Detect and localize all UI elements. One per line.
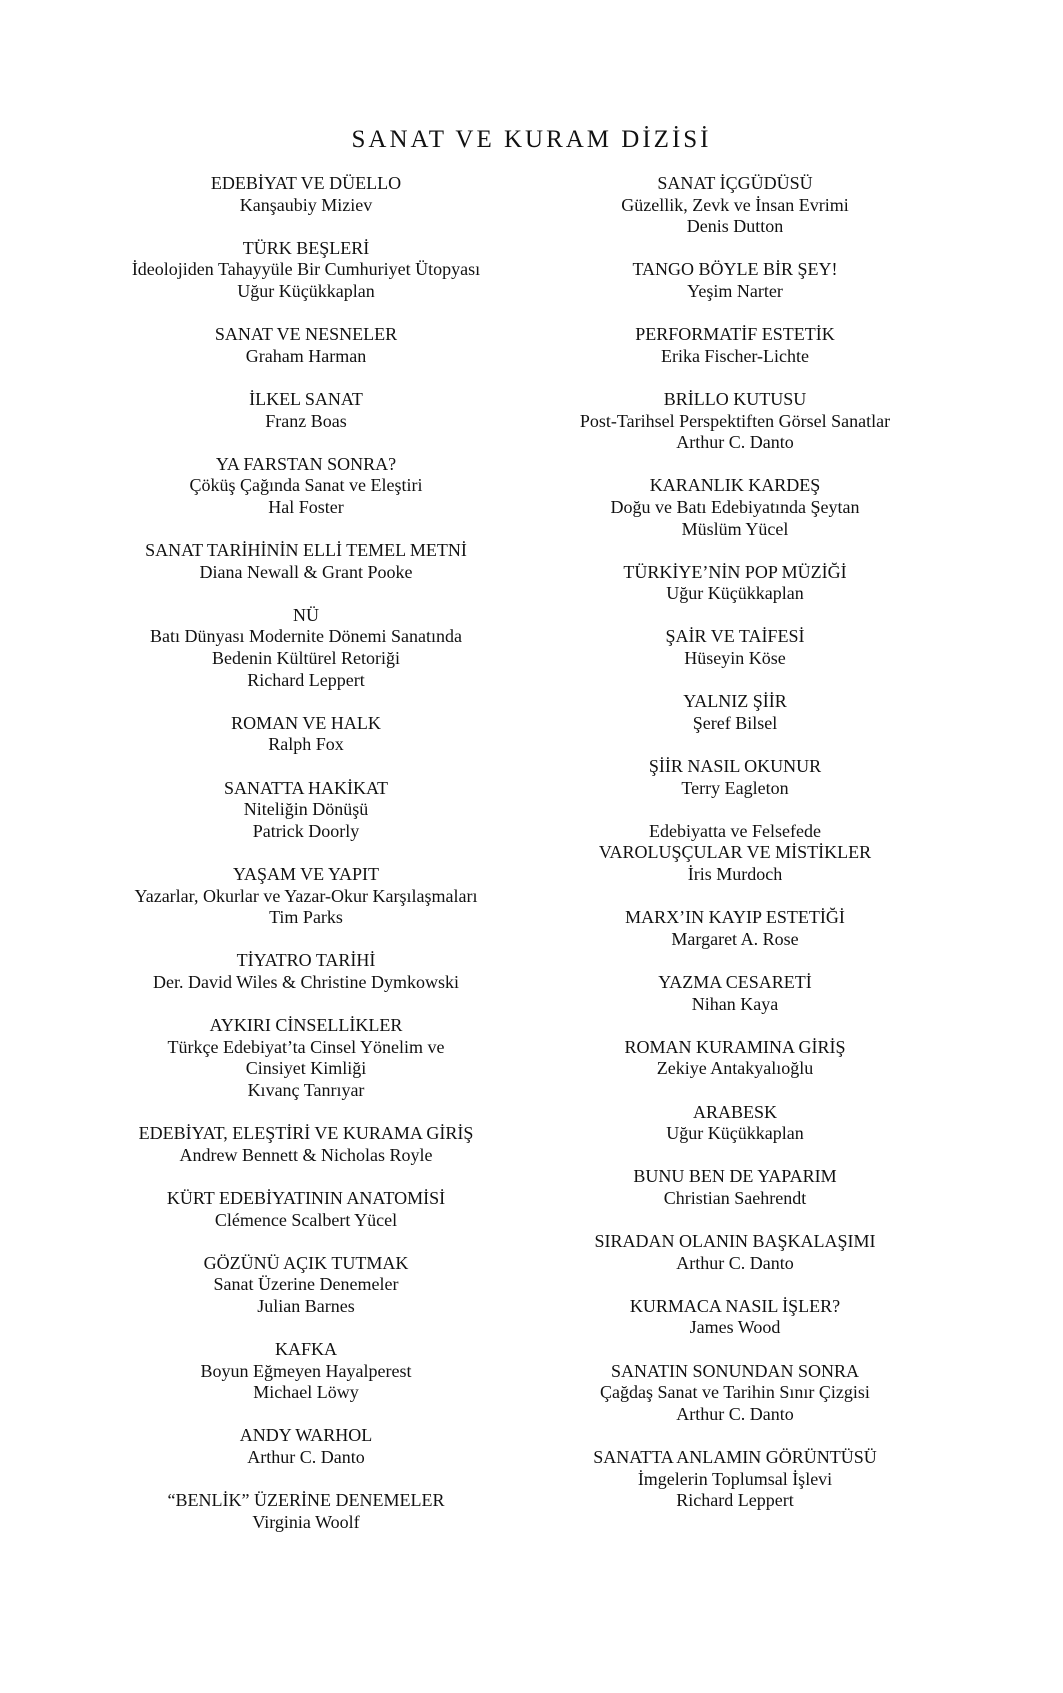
- book-subtitle: Yazarlar, Okurlar ve Yazar-Okur Karşılaşmaları: [134, 885, 478, 906]
- book-author: Nihan Kaya: [691, 993, 779, 1014]
- book-title: KURMACA NASIL İŞLER?: [629, 1295, 841, 1316]
- book-entry: [520, 1296, 950, 1339]
- book-author: Terry Eagleton: [681, 777, 789, 798]
- book-entry: [96, 950, 516, 993]
- book-author: Patrick Doorly: [252, 820, 360, 841]
- book-title: SANATTA ANLAMIN GÖRÜNTÜSÜ: [593, 1447, 877, 1468]
- book-entry: [520, 626, 950, 669]
- book-author: Michael Löwy: [253, 1382, 359, 1403]
- book-author: Denis Dutton: [686, 216, 784, 237]
- book-author: Julian Barnes: [257, 1295, 355, 1316]
- book-author: Margaret A. Rose: [671, 928, 799, 949]
- book-entry: [96, 1490, 516, 1533]
- book-entry: [96, 713, 516, 756]
- book-author: Andrew Bennett & Nicholas Royle: [179, 1144, 433, 1165]
- book-subtitle: Türkçe Edebiyat’ta Cinsel Yönelim ve: [167, 1036, 445, 1057]
- book-title: BRİLLO KUTUSU: [663, 388, 807, 409]
- book-entry: [520, 756, 950, 799]
- book-title: EDEBİYAT, ELEŞTİRİ VE KURAMA GİRİŞ: [138, 1123, 474, 1144]
- book-author: Uğur Küçükkaplan: [237, 280, 375, 301]
- book-title: Edebiyatta ve Felsefede: [649, 820, 821, 841]
- book-author: Richard Leppert: [676, 1490, 794, 1511]
- book-subtitle: Çağdaş Sanat ve Tarihin Sınır Çizgisi: [600, 1382, 870, 1403]
- book-title: TÜRK BEŞLERİ: [242, 237, 370, 258]
- book-author: Uğur Küçükkaplan: [666, 583, 804, 604]
- book-entry: [96, 864, 516, 929]
- book-title: KAFKA: [274, 1339, 337, 1360]
- book-entry: [96, 173, 516, 216]
- book-subtitle: İdeolojiden Tahayyüle Bir Cumhuriyet Ütopyası: [131, 259, 481, 280]
- book-author: Graham Harman: [245, 345, 367, 366]
- book-title: PERFORMATİF ESTETİK: [635, 324, 835, 345]
- left-book-column: [96, 173, 516, 1555]
- book-subtitle: Sanat Üzerine Denemeler: [213, 1274, 399, 1295]
- book-title: YAŞAM VE YAPIT: [232, 864, 380, 884]
- book-title: ANDY WARHOL: [239, 1425, 373, 1446]
- book-entry: [520, 475, 950, 540]
- book-title: YAZMA CESARETİ: [658, 971, 812, 992]
- book-entry: [520, 1102, 950, 1145]
- book-author: Richard Leppert: [247, 669, 365, 690]
- book-author: Şeref Bilsel: [692, 712, 778, 733]
- book-subtitle: Çöküş Çağında Sanat ve Eleştiri: [189, 475, 423, 496]
- book-entry: [96, 1188, 516, 1231]
- book-author: Christian Saehrendt: [663, 1187, 807, 1208]
- book-author: Zekiye Antakyalıoğlu: [656, 1058, 814, 1079]
- book-subtitle: Bedenin Kültürel Retoriği: [212, 648, 400, 669]
- book-entry: [520, 1166, 950, 1209]
- right-book-column: [520, 173, 950, 1533]
- book-title: “BENLİK” ÜZERİNE DENEMELER: [167, 1490, 445, 1511]
- book-entry: [520, 1231, 950, 1274]
- book-title: SANAT VE NESNELER: [214, 324, 398, 345]
- book-entry: [520, 562, 950, 605]
- book-title: SANAT TARİHİNİN ELLİ TEMEL METNİ: [145, 540, 467, 561]
- book-entry: [96, 605, 516, 691]
- book-title: ROMAN KURAMINA GİRİŞ: [624, 1036, 846, 1057]
- book-author: Clémence Scalbert Yücel: [214, 1209, 398, 1230]
- book-title: KÜRT EDEBİYATININ ANATOMİSİ: [166, 1187, 446, 1208]
- book-author: Arthur C. Danto: [676, 1403, 794, 1424]
- book-entry: [520, 907, 950, 950]
- book-entry: [520, 173, 950, 238]
- book-entry: [96, 238, 516, 303]
- book-entry: [96, 1339, 516, 1404]
- book-entry: [520, 691, 950, 734]
- book-title: NÜ: [293, 604, 319, 625]
- book-author: Ralph Fox: [268, 734, 344, 755]
- book-title: ARABESK: [692, 1101, 777, 1122]
- book-title: YALNIZ ŞİİR: [683, 691, 787, 712]
- book-entry: [96, 389, 516, 432]
- book-title: YA FARSTAN SONRA?: [215, 453, 397, 474]
- book-author: Kanşaubiy Miziev: [239, 194, 373, 215]
- book-author: James Wood: [689, 1317, 781, 1338]
- book-subtitle: Doğu ve Batı Edebiyatında Şeytan: [610, 496, 860, 517]
- book-title: MARX’IN KAYIP ESTETİĞİ: [625, 907, 845, 928]
- book-entry: [96, 1253, 516, 1318]
- book-author: Arthur C. Danto: [247, 1447, 365, 1468]
- book-author: Kıvanç Tanrıyar: [247, 1079, 365, 1100]
- book-entry: [96, 454, 516, 519]
- book-title: ŞAİR VE TAİFESİ: [665, 626, 805, 647]
- book-title: ROMAN VE HALK: [231, 712, 381, 733]
- book-author: Arthur C. Danto: [676, 432, 794, 453]
- book-entry: [96, 1123, 516, 1166]
- book-entry: [520, 324, 950, 367]
- book-entry: [96, 778, 516, 843]
- book-title: BUNU BEN DE YAPARIM: [633, 1166, 837, 1187]
- book-entry: [96, 324, 516, 367]
- book-title: KARANLIK KARDEŞ: [649, 475, 821, 496]
- book-title: İLKEL SANAT: [249, 388, 363, 409]
- book-subtitle: İmgelerin Toplumsal İşlevi: [637, 1468, 833, 1489]
- book-author: Yeşim Narter: [687, 280, 783, 301]
- book-subtitle: Niteliğin Dönüşü: [243, 799, 369, 820]
- book-subtitle: Boyun Eğmeyen Hayalperest: [200, 1360, 412, 1381]
- book-entry: [520, 1361, 950, 1426]
- book-title: SANATTA HAKİKAT: [223, 777, 389, 798]
- book-title: SANATIN SONUNDAN SONRA: [610, 1360, 860, 1381]
- book-subtitle: Batı Dünyası Modernite Dönemi Sanatında: [150, 626, 462, 647]
- book-author: Arthur C. Danto: [676, 1252, 794, 1273]
- book-entry: [520, 1447, 950, 1512]
- book-subtitle: Cinsiyet Kimliği: [245, 1058, 367, 1079]
- book-author: Franz Boas: [265, 410, 347, 431]
- book-title: SANAT İÇGÜDÜSÜ: [657, 173, 813, 193]
- book-entry: [520, 1037, 950, 1080]
- book-entry: [96, 1425, 516, 1468]
- book-title: TİYATRO TARİHİ: [236, 950, 376, 971]
- book-title: EDEBİYAT VE DÜELLO: [210, 173, 402, 193]
- book-author: Hüseyin Köse: [684, 648, 786, 669]
- book-entry: [520, 821, 950, 886]
- book-author: Tim Parks: [269, 907, 343, 928]
- book-author: Erika Fischer-Lichte: [660, 345, 810, 366]
- series-title: SANAT VE KURAM DİZİSİ: [351, 126, 712, 153]
- book-author: Virginia Woolf: [252, 1511, 360, 1532]
- book-author: Hal Foster: [268, 496, 344, 517]
- book-entry: [96, 540, 516, 583]
- book-title: AYKIRI CİNSELLİKLER: [209, 1015, 403, 1036]
- book-title: TÜRKİYE’NİN POP MÜZİĞİ: [623, 561, 847, 582]
- book-subtitle: Güzellik, Zevk ve İnsan Evrimi: [621, 194, 849, 215]
- book-entry: [520, 389, 950, 454]
- book-subtitle: VAROLUŞÇULAR VE MİSTİKLER: [598, 842, 872, 863]
- book-entry: [520, 972, 950, 1015]
- book-author: Uğur Küçükkaplan: [666, 1123, 804, 1144]
- book-title: SIRADAN OLANIN BAŞKALAŞIMI: [594, 1231, 876, 1252]
- book-title: TANGO BÖYLE BİR ŞEY!: [632, 259, 838, 280]
- book-author: İris Murdoch: [687, 864, 783, 884]
- book-subtitle: Post-Tarihsel Perspektiften Görsel Sanatlar: [579, 410, 891, 431]
- book-entry: [520, 259, 950, 302]
- book-entry: [96, 1015, 516, 1101]
- book-title: ŞİİR NASIL OKUNUR: [648, 756, 822, 777]
- book-title: GÖZÜNÜ AÇIK TUTMAK: [203, 1252, 409, 1273]
- book-author: Müslüm Yücel: [681, 518, 789, 539]
- book-author: Der. David Wiles & Christine Dymkowski: [153, 971, 459, 992]
- book-author: Diana Newall & Grant Pooke: [199, 561, 413, 582]
